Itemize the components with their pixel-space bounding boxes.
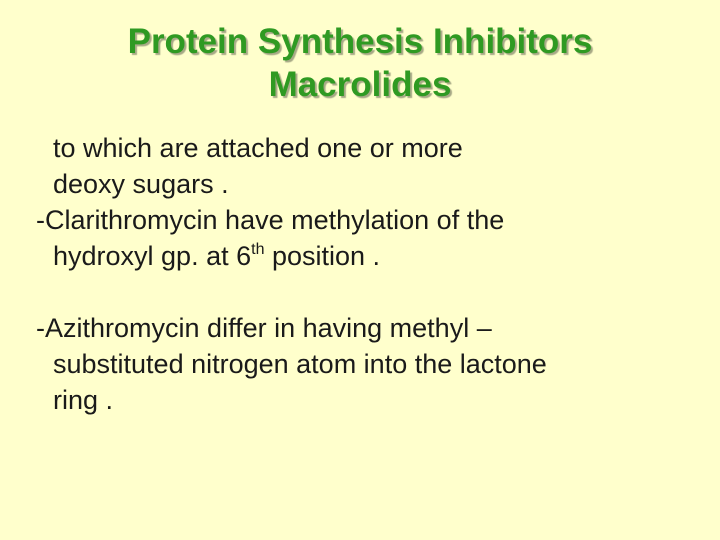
paragraph-3-line-2: substituted nitrogen atom into the lactone [53,349,547,379]
slide-title [0,20,720,106]
paragraph-2-line-2-end: position . [264,241,381,271]
paragraph-2-line-1-text: have methylation of the [217,205,505,235]
paragraph-3-line-1 [36,310,696,346]
title-line-1: Protein Synthesis Inhibitors [127,22,593,61]
paragraph-3-line-1-text: differ in having methyl – [199,313,492,343]
paragraph-spacer [36,274,696,310]
bullet-dash: - [36,313,45,343]
paragraph-2-line-1 [36,202,696,238]
slide-body [36,130,696,418]
drug-name-azithromycin: Azithromycin [45,313,200,343]
drug-name-clarithromycin: Clarithromycin [45,205,218,235]
paragraph-1-line-2: deoxy sugars . [53,169,229,199]
bullet-dash: - [36,205,45,235]
ordinal-superscript: th [251,241,265,258]
paragraph-1-line-1: to which are attached one or more [53,133,463,163]
paragraph-2-line-2-text: hydroxyl gp. at 6 [53,241,252,271]
paragraph-2-line-2 [36,238,696,274]
title-line-2: Macrolides [268,65,452,104]
paragraph-3-line-3: ring . [53,385,114,415]
